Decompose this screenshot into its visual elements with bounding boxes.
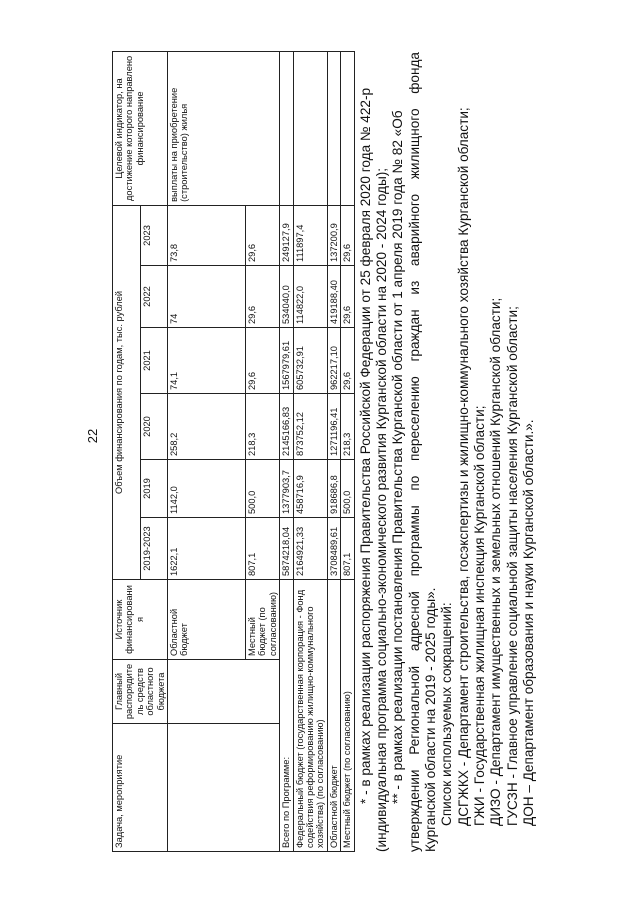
table-cell: 500,0	[341, 460, 354, 518]
page-number: 22	[85, 428, 100, 444]
table-cell: 2145166,83	[280, 394, 293, 460]
table-cell	[341, 51, 354, 205]
table-cell: Областной бюджет	[168, 580, 246, 660]
table-cell: 5874218,04	[280, 518, 293, 580]
table-cell: Областной бюджет	[327, 580, 340, 852]
table-cell: 218,3	[246, 394, 280, 460]
table-row	[327, 51, 340, 851]
table-cell: выплаты на приобретение (строительство) жилья	[168, 51, 280, 205]
table-cell: 74	[168, 266, 246, 328]
table-cell: 29,6	[246, 266, 280, 328]
table-cell: 873752,12	[293, 394, 327, 460]
footnote-line: Курганской области на 2019 - 2025 годы».	[422, 587, 438, 852]
table-row	[341, 51, 354, 851]
table-cell: 114822,0	[293, 266, 327, 328]
table-cell: Федеральный бюджет (государственная корпорация - Фонд содействия реформированию жилищно-коммунального хозяйства) (по согласованию)	[293, 580, 327, 852]
table-cell: 534040,0	[280, 266, 293, 328]
table-cell: 29,6	[341, 328, 354, 394]
table-cell: 29,6	[341, 205, 354, 265]
abbreviation-item: ДСГЖКХ - Департамент строительства, госэкспертизы и жилищно-коммунального хозяйства Курганской области;	[455, 107, 471, 826]
table-cell: 807,1	[246, 518, 280, 580]
header-year: 2019-2023	[140, 518, 168, 580]
table-cell: Местный бюджет (по согласованию)	[246, 580, 280, 660]
header-year: 2022	[140, 266, 168, 328]
abbreviation-item: ГЖИ - Государственная жилищная инспекция Курганской области;	[471, 405, 487, 826]
table-cell: 29,6	[246, 328, 280, 394]
table-cell: 458716,9	[293, 460, 327, 518]
table-cell: 918686,8	[327, 460, 340, 518]
table-cell: 1622,1	[168, 518, 246, 580]
table-cell: 74,1	[168, 328, 246, 394]
header-year: 2020	[140, 394, 168, 460]
table-cell: 73,8	[168, 205, 246, 265]
footnote-line: (индивидуальная программа социально-экономического развития Курганской области на 2020 - 2024 годы);	[374, 167, 389, 852]
table-cell: Местный бюджет (по согласованию)	[341, 580, 354, 852]
table-cell: 605732,91	[293, 328, 327, 394]
header-year: 2019	[140, 460, 168, 518]
table-cell: 1271196,41	[327, 394, 340, 460]
table-cell	[280, 51, 293, 205]
table-cell: 258,2	[168, 394, 246, 460]
table-cell	[293, 51, 327, 205]
abbreviations-title: Список используемых сокращений:	[439, 602, 455, 826]
table-cell: 1567979,61	[280, 328, 293, 394]
table-cell: 807,1	[341, 518, 354, 580]
table-cell: 1142,0	[168, 460, 246, 518]
table-cell: 2164921,33	[293, 518, 327, 580]
footnotes	[358, 52, 537, 852]
header-task: Задача, мероприятие	[113, 724, 168, 852]
table-cell	[168, 724, 280, 852]
financing-table	[112, 51, 355, 852]
table-cell: 962217,10	[327, 328, 340, 394]
header-row	[113, 51, 141, 851]
footnote-line: утверждении Региональной адресной программы по переселению граждан из аварийного жилищного фонда	[406, 52, 422, 852]
table-cell: 419188,40	[327, 266, 340, 328]
table-cell: 249127,9	[280, 205, 293, 265]
table-row	[293, 51, 327, 851]
table-cell: 29,6	[246, 205, 280, 265]
header-manager: Главный распорядитель средств областного бюджета	[113, 660, 168, 724]
table-cell	[168, 660, 280, 724]
header-year: 2023	[140, 205, 168, 265]
table-cell: 218,3	[341, 394, 354, 460]
table-cell: 500,0	[246, 460, 280, 518]
header-indicator: Целевой индикатор, на достижение которого направлено финансирование	[113, 51, 168, 205]
abbreviation-item: ГУСЗН - Главное управление социальной защиты населения Курганской области;	[504, 306, 520, 826]
table-cell: 29,6	[341, 266, 354, 328]
table-row	[280, 51, 293, 851]
footnote-line: * - в рамках реализации распоряжения Правительства Российской Федерации от 25 февраля 2020 года № 422-р	[357, 87, 373, 804]
header-volume: Объем финансирования по годам, тыс. рублей	[113, 205, 141, 579]
header-year: 2021	[140, 328, 168, 394]
table-cell: 111897,4	[293, 205, 327, 265]
footnote-line: ** - в рамках реализации постановления Правительства Курганской области от 1 апреля 2019 года № 82 «Об	[390, 110, 406, 804]
table-cell: 137200,9	[327, 205, 340, 265]
table-row	[168, 51, 246, 851]
abbreviation-item: ДИЗО - Департамент имущественных и земельных отношений Курганской области;	[488, 297, 504, 826]
table-cell: 1377903,7	[280, 460, 293, 518]
table-cell: 3708489,61	[327, 518, 340, 580]
table-cell: Всего по Программе:	[280, 580, 293, 852]
header-source: Источник финансирования	[113, 580, 168, 660]
rotated-page-content	[112, 52, 632, 852]
table-cell	[327, 51, 340, 205]
abbreviation-item: ДОН – Департамент образования и науки Курганской области.».	[520, 419, 536, 826]
